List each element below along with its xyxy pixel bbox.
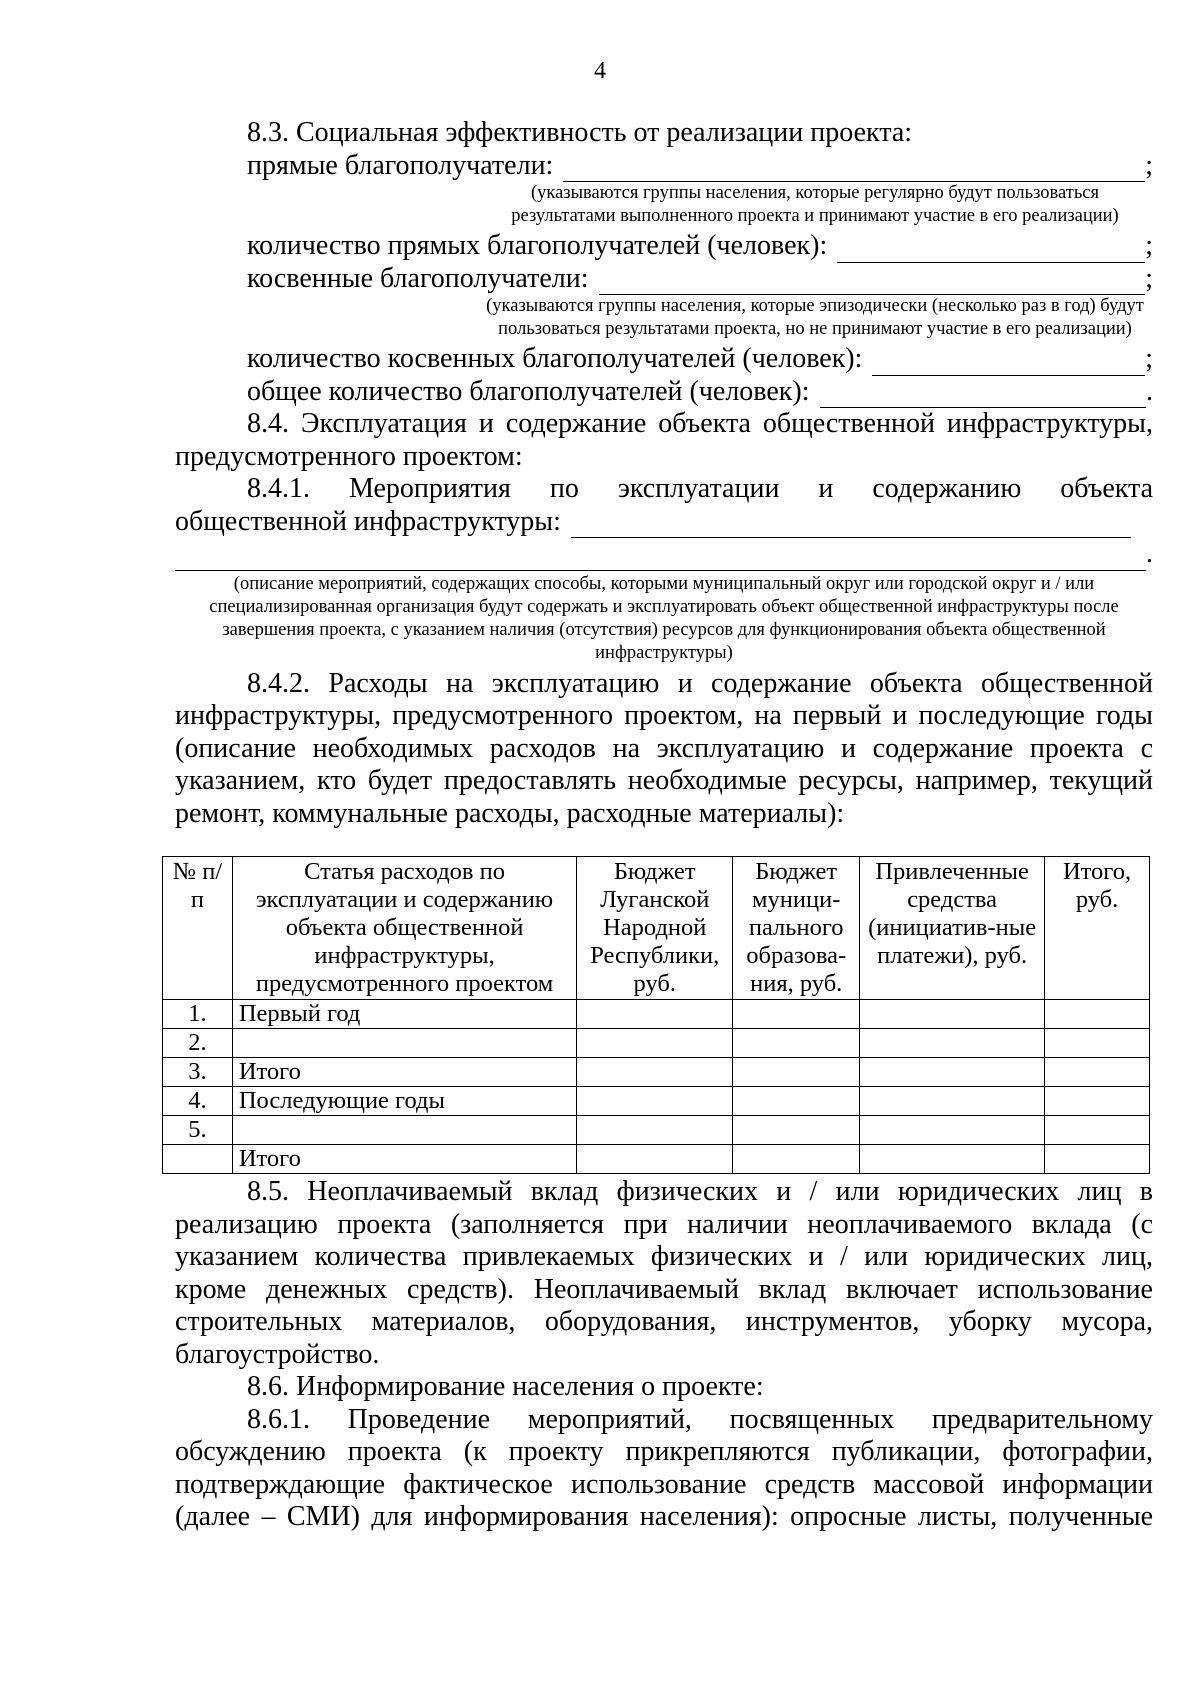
direct-count-line	[175, 230, 1153, 263]
section-8-4-1-line1: 8.4.1. Мероприятия по эксплуатации и содержанию объекта	[247, 473, 1153, 504]
table-row	[163, 1000, 1150, 1029]
section-8-3-title: 8.3. Социальная эффективность от реализации проекта:	[247, 117, 913, 148]
cell-total[interactable]	[1045, 1145, 1150, 1174]
section-8-4-1-blank[interactable]	[571, 513, 1131, 538]
cell-republic-budget[interactable]	[577, 1116, 733, 1145]
period: .	[1146, 538, 1153, 569]
cell-attracted-funds[interactable]	[860, 1116, 1045, 1145]
header-attracted-funds: Привлеченные средства (инициатив-ные платежи), руб.	[860, 857, 1045, 1000]
row-label: Итого	[232, 1145, 576, 1174]
cell-total[interactable]	[1045, 1000, 1150, 1029]
cell-total[interactable]	[1045, 1116, 1150, 1145]
cell-republic-budget[interactable]	[577, 1087, 733, 1116]
cell-attracted-funds[interactable]	[860, 1058, 1045, 1087]
cell-republic-budget[interactable]	[577, 1029, 733, 1058]
cell-total[interactable]	[1045, 1029, 1150, 1058]
table-header-row	[163, 857, 1150, 1000]
indirect-beneficiaries-line	[175, 263, 1153, 296]
table-row	[163, 1058, 1150, 1087]
direct-beneficiaries-note: (указываются группы населения, которые регулярно будут пользоваться результатами выполненного проекта и принимают участие в его реализации)	[511, 183, 1119, 226]
row-number: 4.	[163, 1087, 233, 1116]
semicolon: ;	[1145, 343, 1153, 374]
table-row	[163, 1029, 1150, 1058]
cell-attracted-funds[interactable]	[860, 1000, 1045, 1029]
direct-beneficiaries-label: прямые благополучатели:	[247, 149, 554, 181]
section-8-4-1-line2	[175, 506, 1131, 539]
section-8-4-1-extra-line	[175, 538, 1153, 571]
page-number: 4	[594, 58, 606, 84]
section-8-4-2: 8.4.2. Расходы на эксплуатацию и содержание объекта общественной инфраструктуры, предусмотренного проектом, на первый и последующие годы (описание необходимых расходов на эксплуатацию и содержание проекта с указанием, кто будет предоставлять необходимые ресурсы, например, текущий ремонт, коммунальные расходы, расходные материалы):	[175, 667, 1153, 829]
row-number: 5.	[163, 1116, 233, 1145]
indirect-beneficiaries-blank[interactable]	[599, 270, 1146, 295]
table-row	[163, 1087, 1150, 1116]
cell-municipal-budget[interactable]	[733, 1145, 860, 1174]
cell-attracted-funds[interactable]	[860, 1145, 1045, 1174]
row-number: 2.	[163, 1029, 233, 1058]
header-municipal-budget: Бюджет муници-пального образова-ния, руб.	[733, 857, 860, 1000]
cell-attracted-funds[interactable]	[860, 1087, 1045, 1116]
header-republic-budget: Бюджет Луганской Народной Республики, руб.	[577, 857, 733, 1000]
row-label: Последующие годы	[232, 1087, 576, 1116]
cell-attracted-funds[interactable]	[860, 1029, 1045, 1058]
row-label: Первый год	[232, 1000, 576, 1029]
indirect-count-blank[interactable]	[872, 351, 1145, 376]
section-8-5: 8.5. Неоплачиваемый вклад физических и / или юридических лиц в реализацию проекта (заполняется при наличии неоплачиваемого вклада (с указанием количества привлекаемых физических и / или юридических лиц, кроме денежных средств). Неоплачиваемый вклад включает использование строительных материалов, оборудования, инструментов, уборку мусора, благоустройство.	[175, 1176, 1153, 1370]
direct-beneficiaries-blank[interactable]	[563, 157, 1145, 182]
semicolon: ;	[1145, 149, 1153, 181]
cell-republic-budget[interactable]	[577, 1000, 733, 1029]
row-label[interactable]	[232, 1116, 576, 1145]
semicolon: ;	[1145, 230, 1153, 261]
cell-municipal-budget[interactable]	[733, 1029, 860, 1058]
indirect-beneficiaries-label: косвенные благополучатели:	[247, 262, 589, 294]
total-count-blank[interactable]	[820, 383, 1147, 408]
indirect-count-line	[175, 343, 1153, 376]
total-count-label: общее количество благополучателей (человек):	[247, 375, 810, 407]
period: .	[1146, 375, 1153, 407]
row-number: 1.	[163, 1000, 233, 1029]
section-8-4: 8.4. Эксплуатация и содержание объекта общественной инфраструктуры, предусмотренного проектом:	[175, 408, 1153, 472]
table-row	[163, 1116, 1150, 1145]
cell-municipal-budget[interactable]	[733, 1000, 860, 1029]
section-8-4-1-note: (описание мероприятий, содержащих способы, которыми муниципальный округ или городской округ и / или специализированная организация будут содержать и эксплуатировать объект общественной инфраструктуры после завершения проекта, с указанием наличия (отсутствия) ресурсов для функционирования объекта общественной инфраструктуры)	[209, 573, 1119, 663]
header-expense-item: Статья расходов по эксплуатации и содержанию объекта общественной инфраструктуры, предусмотренного проектом	[232, 857, 576, 1000]
section-8-6: 8.6. Информирование населения о проекте:	[247, 1371, 764, 1402]
section-8-4-1-label: общественной инфраструктуры:	[175, 505, 561, 537]
cell-republic-budget[interactable]	[577, 1058, 733, 1087]
cell-total[interactable]	[1045, 1058, 1150, 1087]
row-label: Итого	[232, 1058, 576, 1087]
cell-total[interactable]	[1045, 1087, 1150, 1116]
section-8-6-1: 8.6.1. Проведение мероприятий, посвященных предварительному обсуждению проекта (к проекту прикрепляются публикации, фотографии, подтверждающие фактическое использование средств массовой информации (далее – СМИ) для информирования населения): опросные листы, полученные	[175, 1403, 1153, 1532]
row-number	[163, 1145, 233, 1174]
cell-municipal-budget[interactable]	[733, 1087, 860, 1116]
indirect-count-label: количество косвенных благополучателей (человек):	[247, 343, 863, 374]
total-count-line	[175, 376, 1153, 409]
header-total: Итого, руб.	[1045, 857, 1150, 1000]
cell-republic-budget[interactable]	[577, 1145, 733, 1174]
direct-beneficiaries-line	[175, 150, 1153, 183]
direct-count-blank[interactable]	[837, 238, 1145, 263]
indirect-beneficiaries-note: (указываются группы населения, которые эпизодически (несколько раз в год) будут пользоваться результатами проекта, но не принимают участие в его реализации)	[486, 296, 1144, 339]
cell-municipal-budget[interactable]	[733, 1116, 860, 1145]
table-row	[163, 1145, 1150, 1174]
header-number: № п/п	[163, 857, 233, 1000]
row-number: 3.	[163, 1058, 233, 1087]
expenses-table	[162, 856, 1150, 1174]
section-8-4-1-blank-2[interactable]	[175, 546, 1146, 571]
direct-count-label: количество прямых благополучателей (человек):	[247, 230, 828, 261]
cell-municipal-budget[interactable]	[733, 1058, 860, 1087]
semicolon: ;	[1145, 262, 1153, 294]
document-body	[172, 117, 1153, 1534]
row-label[interactable]	[232, 1029, 576, 1058]
